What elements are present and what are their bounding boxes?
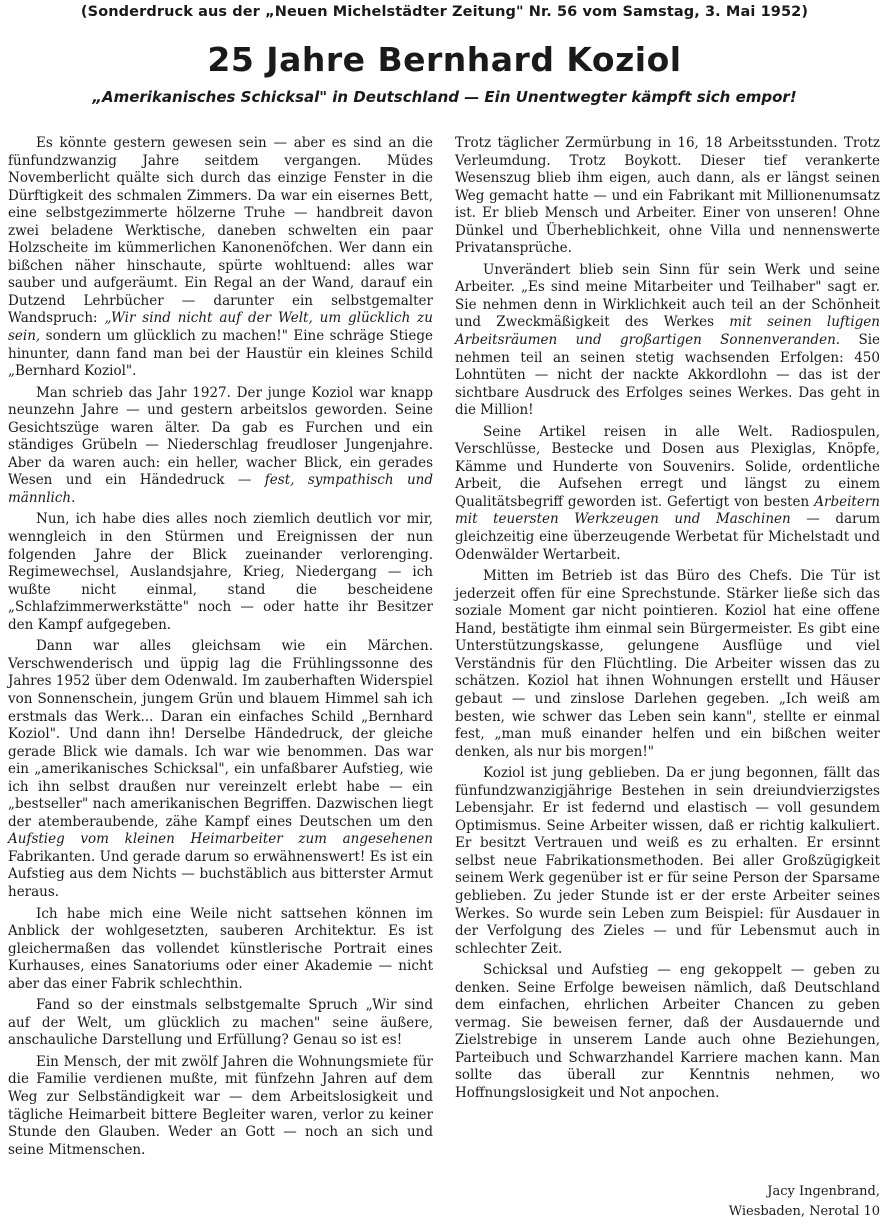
signature-address: Wiesbaden, Nerotal 10 bbox=[728, 1204, 880, 1219]
paragraph-text: Fabrikanten. Und gerade darum so erwähnenswert! Es ist ein Aufstieg aus dem Nichts — buchstäblich aus bitterster Armut heraus. bbox=[8, 848, 433, 900]
article-title: 25 Jahre Bernhard Koziol bbox=[207, 40, 682, 79]
paragraph-text: Seine Artikel reisen in alle Welt. Radiospulen, Verschlüsse, Bestecke und Dosen aus Plexiglas, Knöpfe, Kämme und Hunderte von Souvenirs. Solide, ordentliche Arbeit, die Aufsehen erregt und längst zu einem Qualitätsbegriff geworden ist. Gefertigt von besten bbox=[455, 423, 880, 510]
paragraph: Mitten im Betrieb ist das Büro des Chefs. Die Tür ist jederzeit offen für eine Sprechstunde. Stärker ließe sich das soziale Moment gar nicht pointieren. Koziol hat eine offene Hand, bestätigte ihm einmal sein Bürgermeister. Es gibt eine Unterstützungskasse, gelungene Ausflüge und viel Verständnis für den Flüchtling. Die Arbeiter wissen das zu schätzen. Koziol hat ihnen Wohnungen erstellt und Häuser gebaut — und zinslose Darlehen gegeben. „Ich weiß am besten, wie schwer das Leben sein kann", stellte er einmal fest, „man muß einander helfen und ein bißchen weiter denken, als nur bis morgen!" bbox=[455, 568, 880, 760]
paragraph: Ich habe mich eine Weile nicht sattsehen können im Anblick der wohlgesetzten, sauberen Architektur. Es ist gleichermaßen das vollendet künstlerische Portrait eines Kurhauses, eines Sanatoriums oder einer Akademie — nicht aber das einer Fabrik schlechthin. bbox=[8, 905, 433, 992]
right-column bbox=[455, 135, 880, 1107]
paragraph-emphasis: „Wir sind nicht auf der Welt, um glücklich zu sein, bbox=[8, 310, 433, 345]
paragraph: Fand so der einstmals selbstgemalte Spruch „Wir sind auf der Welt, um glücklich zu machen" seine äußere, anschauliche Darstellung und Erfüllung? Genau so ist es! bbox=[8, 997, 433, 1049]
paragraph: Trotz täglicher Zermürbung in 16, 18 Arbeitsstunden. Trotz Verleumdung. Trotz Boykott. Dieser tief verankerte Wesenszug blieb ihm eigen, auch dann, als er längst seinen Weg gemacht hatte — und ein Fabrikant mit Millionenumsatz ist. Er blieb Mensch und Arbeiter. Einer von unseren! Ohne Dünkel und Überheblichkeit, ohne Villa und nennenswerte Privatansprüche. bbox=[455, 135, 880, 257]
paragraph: Schicksal und Aufstieg — eng gekoppelt — geben zu denken. Seine Erfolge beweisen nämlich, daß Deutschland dem einfachen, ehrlichen Arbeiter Chancen zu geben vermag. Sie beweisen ferner, daß der Ausdauernde und Zielstrebige in unserem Lande auch ohne Beziehungen, Parteibuch und Schwarzhandel Karriere machen kann. Man sollte das überall zur Kenntnis nehmen, wo Hoffnungslosigkeit und Not anpochen. bbox=[455, 962, 880, 1101]
left-column bbox=[8, 135, 433, 1163]
paragraph bbox=[455, 424, 880, 564]
signature-name: Jacy Ingenbrand, bbox=[767, 1184, 880, 1199]
paragraph-text: Man schrieb das Jahr 1927. Der junge Koziol war knapp neunzehn Jahre — und gestern arbeitslos geworden. Seine Gesichtszüge waren älter. Da gab es Furchen und ein ständiges Grübeln — Niederschlag freudloser Jungenjahre. Aber da waren auch: ein heller, wacher Blick, ein gerades Wesen und ein Händedruck bbox=[8, 384, 433, 489]
paragraph-emphasis: Aufstieg vom kleinen Heimarbeiter zum angesehenen bbox=[8, 831, 433, 848]
paragraph bbox=[8, 385, 433, 508]
paragraph-text: Unverändert blieb sein Sinn für sein Werk und seine Arbeiter. „Es sind meine Mitarbeiter und Teilhaber" sagt er. Sie nehmen denn in Wirklichkeit auch teil an der Schönheit und Zweckmäßigkeit des Werkes bbox=[455, 261, 880, 331]
paragraph-text: — darum gleichzeitig eine überzeugende Werbetat für Michelstadt und Odenwälder Wertarbeit. bbox=[455, 511, 881, 563]
signature bbox=[455, 1182, 880, 1222]
paragraph bbox=[8, 135, 433, 381]
paragraph-text: Es könnte gestern gewesen sein — aber es sind an die fünfundzwanzig Jahre seitdem vergangen. Müdes Novemberlicht quälte sich durch das einzige Fenster in die Dürftigkeit des schmalen Zimmers. Da war ein eisernes Bett, eine selbstgezimmerte hölzerne Truhe — handbreit davon zwei beladene Werktische, daneben schwelten ein paar Holzscheite im kümmerlichen Kanonenöfchen. Wer dann ein bißchen näher hinschaute, spürte wohltuend: alles war sauber und aufgeräumt. Ein Regal an der Wand, darauf ein Dutzend Lehrbücher — darunter ein selbstgemalter Wandspruch: bbox=[8, 135, 433, 327]
paragraph-emphasis: — fest, sympathisch und männlich. bbox=[8, 472, 434, 506]
paragraph-emphasis: Arbeitern mit teuersten Werkzeugen und Maschinen bbox=[455, 493, 880, 528]
paragraph-text: Dann war alles gleichsam wie ein Märchen. Verschwenderisch und üppig lag die Frühlingssonne des Jahres 1952 über dem Odenwald. Im zauberhaften Widerspiel von Sonnenschein, jungem Grün und blauem Himmel sah ich erstmals das Werk... Daran ein einfaches Schild „Bernhard Koziol". Und dann ihn! Derselbe Händedruck, der gleiche gerade Blick wie damals. Ich war wie benommen. Das war ein „amerikanisches Schicksal", ein unfaßbarer Aufstieg, wie ich ihn selbst draußen nur vereinzelt erlebt habe — ein „bestseller" nach amerikanischen Begriffen. Dazwischen liegt der atemberaubende, zähe Kampf eines Deutschen um den bbox=[8, 638, 433, 830]
paragraph bbox=[455, 262, 880, 420]
paragraph bbox=[8, 638, 433, 901]
article-subtitle: „Amerikanisches Schicksal" in Deutschland — Ein Unentwegter kämpft sich empor! bbox=[92, 88, 797, 106]
paragraph: Ein Mensch, der mit zwölf Jahren die Wohnungsmiete für die Familie verdienen mußte, mit fünfzehn Jahren auf dem Weg zur Selbständigkeit war — dem Arbeitslosigkeit und tägliche Heimarbeit bittere Begleiter waren, verlor zu keiner Stunde den Glauben. Weder an Gott — noch an sich und seine Mitmenschen. bbox=[8, 1053, 433, 1158]
paragraph-emphasis: mit seinen luftigen Arbeitsräumen und großartigen Sonnenveranden. bbox=[455, 314, 880, 349]
paragraph-text: Sie nehmen teil an seinen stetig wachsenden Erfolgen: 450 Lohntüten — nicht der nackte Akkordlohn — das ist der sichtbare Ausdruck des Erfolges seines Werkes. Das geht in die Million! bbox=[455, 332, 881, 419]
paragraph: Nun, ich habe dies alles noch ziemlich deutlich vor mir, wenngleich in den Stürmen und Ereignissen der nun folgenden Jahre der Blick zueinander verlorenging. Regimewechsel, Auslandsjahre, Krieg, Niedergang — ich wußte nicht einmal, stand die bescheidene „Schlafzimmerwerkstätte" noch — oder hatte ihr Besitzer den Kampf aufgegeben. bbox=[8, 511, 433, 633]
paragraph: Koziol ist jung geblieben. Da er jung begonnen, fällt das fünfundzwanzigjährige Bestehen in sein dreiundvierzigstes Lebensjahr. Er ist federnd und elastisch — voll gesundem Optimismus. Seine Arbeiter wissen, daß er richtig kalkuliert. Er besitzt Vertrauen und weiß es zu erhalten. Er ersinnt selbst neue Fabrikationsmethoden. Bei aller Großzügigkeit seinem Werk gegenüber ist er für seine Person der Sparsame geblieben. Zu jeder Stunde ist er der erste Arbeiter seines Werkes. So wurde sein Leben zum Beispiel: für Ausdauer in der Verfolgung des Zieles — und für Lebensmut auch in schlechter Zeit. bbox=[455, 765, 880, 957]
paragraph-text: sondern um glücklich zu machen!" Eine schräge Stiege hinunter, dann fand man bei der Haustür ein kleines Schild „Bernhard Koziol". bbox=[8, 328, 433, 380]
source-line: (Sonderdruck aus der „Neuen Michelstädter Zeitung" Nr. 56 vom Samstag, 3. Mai 1952) bbox=[80, 4, 809, 20]
